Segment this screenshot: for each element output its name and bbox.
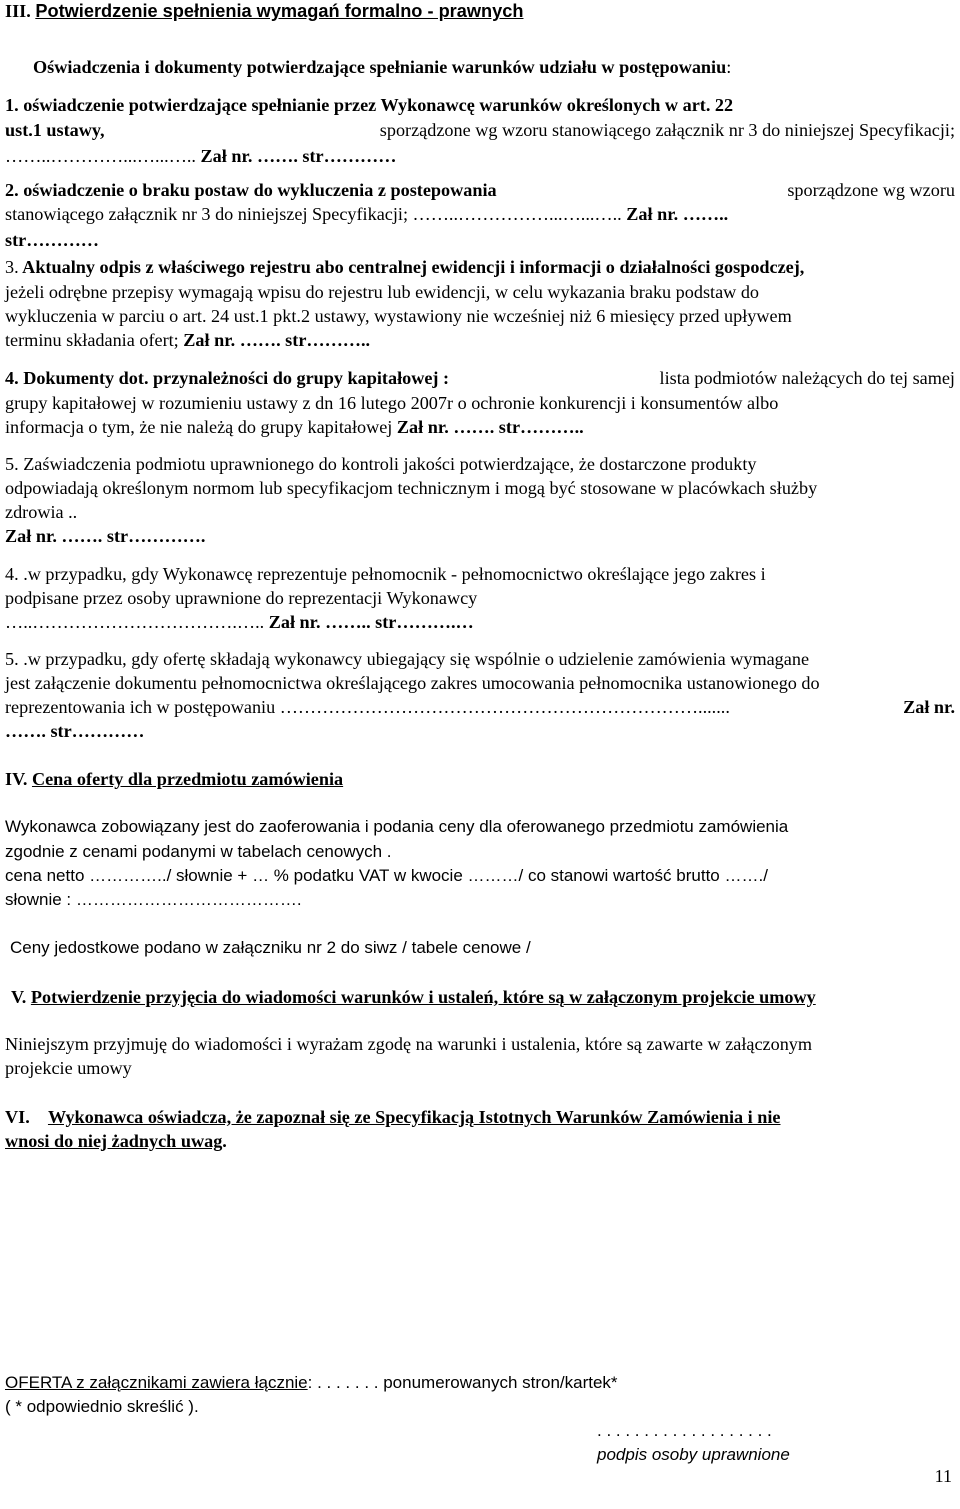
item-4-ref: Zał nr. ……. str………..: [396, 417, 584, 437]
item-7-text: reprezentowania ich w postępowaniu …………………………………………………………….......: [5, 697, 730, 717]
item-4-lead: 4. Dokumenty dot. przynależności do grupy kapitałowej :: [5, 368, 450, 388]
section-iv-title: Cena oferty dla przedmiotu zamówienia: [31, 769, 344, 789]
footnote: ( * odpowiednio skreślić ).: [5, 1397, 199, 1416]
section-iv-unit-prices-note: Ceny jedostkowe podano w załączniku nr 2 do siwz / tabele cenowe /: [10, 938, 531, 957]
section-vi-heading: [5, 1106, 781, 1128]
item-1-lead: ust.1 ustawy,: [5, 120, 105, 140]
item-3-line-4: [5, 329, 370, 351]
item-3-lead: Aktualny odpis z właściwego rejestru abo centralnej ewidencji i informacji o działalności gospodczej,: [18, 257, 805, 277]
signature-label: podpis osoby uprawnione: [597, 1445, 790, 1464]
item-4-line-3: [5, 416, 584, 438]
item-2-text: sporządzone wg wzoru: [787, 180, 955, 200]
section-vi-period: .: [222, 1131, 227, 1151]
item-5-line-1: 5. Zaświadczenia podmiotu uprawnionego do kontroli jakości potwierdzające, że dostarczone produkty: [5, 454, 757, 474]
section-iv-para-2: zgodnie z cenami podanymi w tabelach cenowych .: [5, 842, 392, 861]
item-1-line-1: 1. oświadczenie potwierdzające spełnianie przez Wykonawcę warunków określonych w art. 22: [5, 95, 734, 115]
page-number: 11: [934, 1466, 952, 1486]
item-3-line-1: [5, 256, 804, 278]
item-3-line-3: wykluczenia w parciu o art. 24 ust.1 pkt.2 ustawy, wystawiony nie wcześniej niż 6 miesięcy przed upływem: [5, 306, 792, 326]
section-iv-heading: [5, 768, 343, 790]
section-iii-title: Potwierdzenie spełnienia wymagań formalno - prawnych: [35, 1, 524, 21]
section-iv-para-1: Wykonawca zobowiązany jest do zaoferowania i podania ceny dla oferowanego przedmiotu zamówienia: [5, 817, 789, 836]
section-vi-number: VI.: [5, 1107, 30, 1127]
section-v-para-1: Niniejszym przyjmuję do wiadomości i wyrażam zgodę na warunki i ustalenia, które są zawarte w załączonym: [5, 1034, 813, 1054]
section-v-heading: [11, 986, 816, 1008]
item-1-dots: ……..…………...…...…..: [5, 146, 201, 166]
item-6-line-3: [5, 611, 474, 633]
offer-pages-text: : . . . . . . . ponumerowanych stron/kartek*: [307, 1373, 618, 1392]
signature-dots: . . . . . . . . . . . . . . . . . . .: [597, 1421, 772, 1440]
item-7-line-3: [5, 696, 955, 718]
item-1-line-2: [5, 119, 955, 141]
item-1-line-3: [5, 145, 396, 167]
section-iii-heading: [5, 0, 523, 22]
section-iii-subtitle-colon: :: [726, 57, 732, 77]
item-5-line-4: Zał nr. ……. str………….: [5, 526, 206, 546]
item-5-line-2: odpowiadają określonym normom lub specyfikacjom technicznym i mogą być stosowane w placówkach służby: [5, 478, 818, 498]
item-3-number: 3.: [5, 257, 19, 277]
item-2-lead: 2. oświadczenie o braku postaw do wykluczenia z postepowania: [5, 180, 497, 200]
section-iv-words-line: słownie : ………………………………….: [5, 890, 302, 909]
item-7-ref: Zał nr.: [903, 697, 955, 717]
offer-label: OFERTA z załącznikami zawiera łącznie: [5, 1373, 308, 1392]
item-7-line-1: 5. .w przypadku, gdy ofertę składają wykonawcy ubiegający się wspólnie o udzielenie zamówienia wymagane: [5, 649, 810, 669]
item-7-line-4: ……. str…………: [5, 721, 145, 741]
section-v-title: Potwierdzenie przyjęcia do wiadomości warunków i ustaleń, które są w załączonym projekcie umowy: [30, 987, 816, 1007]
item-2-line-3: str…………: [5, 230, 99, 250]
item-7-line-2: jest załączenie dokumentu pełnomocnictwa określającego zakres umocowania pełnomocnika ustanowionego do: [5, 673, 820, 693]
section-iii-subtitle: [33, 56, 731, 78]
item-2-line-2: [5, 203, 728, 225]
section-vi-line-2: [5, 1130, 227, 1152]
item-4-line-1: [5, 367, 955, 389]
item-1-text: sporządzone wg wzoru stanowiącego załącznik nr 3 do niniejszej Specyfikacji;: [379, 120, 955, 140]
item-4-text-2: informacja o tym, że nie należą do grupy kapitałowej: [5, 417, 397, 437]
section-iv-price-line: cena netto …………../ słownie + … % podatku VAT w kwocie ………/ co stanowi wartość brutto ……./: [5, 866, 768, 885]
item-1-ref: Zał nr. ……. str…………: [200, 146, 397, 166]
item-6-ref: Zał nr. …….. str……….…: [268, 612, 474, 632]
item-4-line-2: grupy kapitałowej w rozumieniu ustawy z dn 16 lutego 2007r o ochronie konkurencji i konsumentów albo: [5, 393, 779, 413]
item-2-line-1: [5, 179, 955, 201]
section-iv-number: IV.: [5, 769, 28, 789]
item-2-ref: Zał nr. ……..: [626, 204, 729, 224]
item-6-dots: …..…………………………….…..: [5, 612, 269, 632]
section-v-number: V.: [11, 987, 27, 1007]
section-vi-title-cont: wnosi do niej żadnych uwag: [5, 1131, 223, 1151]
item-6-line-2: podpisane przez osoby uprawnione do reprezentacji Wykonawcy: [5, 588, 478, 608]
section-vi-title: Wykonawca oświadcza, że zapoznał się ze Specyfikacją Istotnych Warunków Zamówienia i nie: [47, 1107, 781, 1127]
section-v-para-2: projekcie umowy: [5, 1058, 132, 1078]
item-3-ref: Zał nr. ……. str………..: [183, 330, 371, 350]
item-4-text: lista podmiotów należących do tej samej: [659, 368, 955, 388]
section-iii-subtitle-text: Oświadczenia i dokumenty potwierdzające spełnianie warunków udziału w postępowaniu: [33, 57, 727, 77]
offer-pages-line: [5, 1372, 618, 1394]
item-3-text: terminu składania ofert;: [5, 330, 184, 350]
item-2-text-2: stanowiącego załącznik nr 3 do niniejszej Specyfikacji; ……..……………...…...…..: [5, 204, 627, 224]
item-3-line-2: jeżeli odrębne przepisy wymagają wpisu do rejestru lub ewidencji, w celu wykazania braku podstaw do: [5, 282, 760, 302]
section-iii-number: III.: [5, 1, 31, 21]
item-6-line-1: 4. .w przypadku, gdy Wykonawcę reprezentuje pełnomocnik - pełnomocnictwo określające jego zakres i: [5, 564, 766, 584]
item-5-line-3: zdrowia ..: [5, 502, 78, 522]
